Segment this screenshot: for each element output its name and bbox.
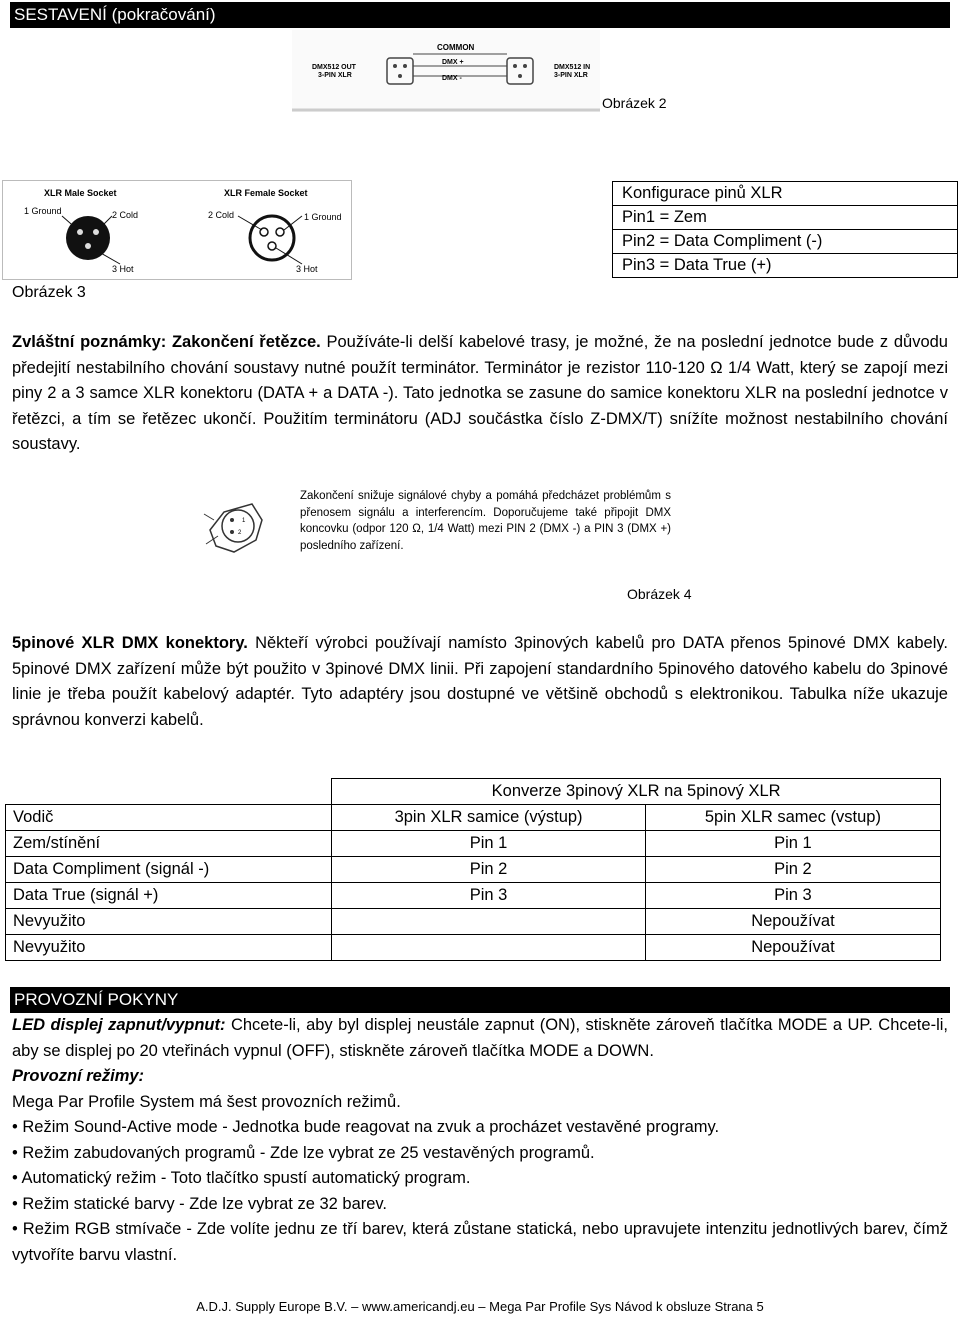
table-cell: Pin 1 xyxy=(645,831,940,857)
page-footer: A.D.J. Supply Europe B.V. – www.americandj.eu – Mega Par Profile Sys Návod k obsluze Strana 5 xyxy=(196,1299,764,1314)
female-pin3-label: 3 Hot xyxy=(296,264,318,274)
conversion-table xyxy=(5,778,941,961)
termination-heading: Zvláštní poznámky: Zakončení řetězce. xyxy=(12,333,321,351)
male-pin2-label: 2 Cold xyxy=(112,210,139,220)
led-display-heading: LED displej zapnut/vypnut: xyxy=(12,1016,226,1034)
table-header-cell: 5pin XLR samec (vstup) xyxy=(645,805,940,831)
pin-table-row: Pin3 = Data True (+) xyxy=(613,254,958,278)
table-cell: Pin 2 xyxy=(332,857,646,883)
operation-content xyxy=(12,1013,948,1268)
svg-text:2: 2 xyxy=(238,530,242,536)
table-cell: Data Compliment (signál -) xyxy=(6,857,332,883)
label-dmx-minus: DMX - xyxy=(442,75,462,82)
figure4-text: Zakončení snižuje signálové chyby a pomáhá předcházet problémům s přenosem signálu a interferencím. Doporučujeme také připojit DMX koncovku (odpor 120 Ω, 1/4 Watt) mezi PIN 2 (DMX -) a PIN 3 (DMX +) posledního zařízení. xyxy=(300,490,671,552)
table-cell: Data True (signál +) xyxy=(6,883,332,909)
figure2-caption: Obrázek 2 xyxy=(602,95,667,111)
list-item: • Režim Sound-Active mode - Jednotka bude reagovat na zvuk a procházet vestavěné programy. xyxy=(12,1118,720,1136)
section-header-assembly xyxy=(10,2,950,28)
table-row xyxy=(6,935,941,961)
table-cell: Nevyužito xyxy=(6,909,332,935)
label-dmx-in-xlr: 3-PIN XLR xyxy=(554,72,588,79)
table-cell: Nepoužívat xyxy=(645,935,940,961)
list-item: • Režim zabudovaných programů - Zde lze vybrat ze 25 vestavěných programů. xyxy=(12,1143,595,1162)
table-row xyxy=(6,857,941,883)
table-cell xyxy=(332,935,646,961)
table-row xyxy=(6,909,941,935)
pin-table-row: Pin1 = Zem xyxy=(613,206,958,230)
section-title: SESTAVENÍ (pokračování) xyxy=(14,5,216,24)
label-dmx-out-xlr: 3-PIN XLR xyxy=(318,72,352,79)
table-cell: Pin 3 xyxy=(332,883,646,909)
table-cell: Pin 1 xyxy=(332,831,646,857)
label-common: COMMON xyxy=(437,43,475,52)
female-pin1-label: 1 Ground xyxy=(304,212,342,222)
female-socket-title: XLR Female Socket xyxy=(224,188,308,198)
table-cell: Nepoužívat xyxy=(645,909,940,935)
table-row xyxy=(6,831,941,857)
termination-text: Používáte-li delší kabelové trasy, je možné, že na poslední jednotce bude z důvodu předejití nestabilního chování soustavy nutné použít terminátor. Terminátor je rezistor 110-120 Ω 1/4 Watt, který se zapojí mezi piny 2 a 3 samce XLR konektoru (DATA + a DATA -). Tato jednotka se zasune do samice konektoru XLR na poslední jednotce v řetězci, a tím se řetězec ukončí. Použitím terminátoru (ADJ součástka číslo Z-DMX/T) snížíte možnost nestabilního chování soustavy. xyxy=(12,333,948,453)
male-socket-title: XLR Male Socket xyxy=(44,188,117,198)
five-pin-text: Někteří výrobci používají namísto 3pinových kabelů pro DATA přenos 5pinové DMX kabely. 5pinové DMX zařízení může být použito v 3pinové DMX linii. Při zapojení standardního 5pinového datového kabelu do 3pinové linie je třeba použít kabelový adaptér. Tyto adaptéry jsou dostupné ve většině obchodů s elektronikou. Tabulka níže ukazuje správnou konverzi kabelů. xyxy=(12,634,948,729)
pin-table-row: Pin2 = Data Compliment (-) xyxy=(613,230,958,254)
label-dmx-in: DMX512 IN xyxy=(554,64,591,71)
female-pin2-label: 2 Cold xyxy=(208,210,235,220)
table-row xyxy=(6,883,941,909)
modes-intro: Mega Par Profile System má šest provozních režimů. xyxy=(12,1092,401,1111)
table-cell: Nevyužito xyxy=(6,935,332,961)
section-header-operation xyxy=(10,987,950,1013)
pin-table-title: Konfigurace pinů XLR xyxy=(613,182,958,206)
conversion-table-title: Konverze 3pinový XLR na 5pinový XLR xyxy=(332,779,941,805)
label-dmx-plus: DMX + xyxy=(442,59,464,66)
led-display-paragraph xyxy=(12,1013,948,1064)
termination-paragraph xyxy=(12,330,948,458)
modes-heading: Provozní režimy: xyxy=(12,1067,145,1085)
table-cell: Pin 2 xyxy=(645,857,940,883)
male-pin3-label: 3 Hot xyxy=(112,264,134,274)
female-socket-icon xyxy=(250,216,294,260)
xlr-pin-config-table xyxy=(612,181,958,278)
table-cell xyxy=(332,909,646,935)
male-pin1-label: 1 Ground xyxy=(24,206,62,216)
table-header-cell: Vodič xyxy=(6,805,332,831)
table-cell: Zem/stínění xyxy=(6,831,332,857)
dmx-cable-diagram xyxy=(292,30,600,112)
svg-text:1: 1 xyxy=(242,518,246,524)
dmx-terminator-icon xyxy=(200,490,272,560)
table-row xyxy=(6,805,941,831)
figure3-caption: Obrázek 3 xyxy=(12,284,86,301)
five-pin-heading: 5pinové XLR DMX konektory. xyxy=(12,634,248,652)
male-socket-icon xyxy=(66,216,110,260)
list-item: • Automatický režim - Toto tlačítko spustí automatický program. xyxy=(12,1169,471,1187)
label-dmx-out: DMX512 OUT xyxy=(312,64,356,71)
table-header-cell: 3pin XLR samice (výstup) xyxy=(332,805,646,831)
five-pin-paragraph xyxy=(12,631,948,733)
operation-section-title: PROVOZNÍ POKYNY xyxy=(14,990,179,1009)
figure4-caption: Obrázek 4 xyxy=(627,586,692,602)
xlr-socket-diagram xyxy=(2,180,352,280)
list-item: • Režim RGB stmívače - Zde volíte jednu ze tří barev, která zůstane statická, nebo upravujete intenzitu jednotlivých barev, čímž vytvoříte barvu vlastní. xyxy=(12,1220,948,1264)
list-item: • Režim statické barvy - Zde lze vybrat ze 32 barev. xyxy=(12,1194,388,1213)
led-display-text: Chcete-li, aby byl displej neustále zapnut (ON), stiskněte zároveň tlačítka MODE a UP. Chcete-li, aby se displej po 20 vteřinách vypnul (OFF), stiskněte zároveň tlačítka MODE a DOWN. xyxy=(12,1016,948,1060)
table-cell: Pin 3 xyxy=(645,883,940,909)
